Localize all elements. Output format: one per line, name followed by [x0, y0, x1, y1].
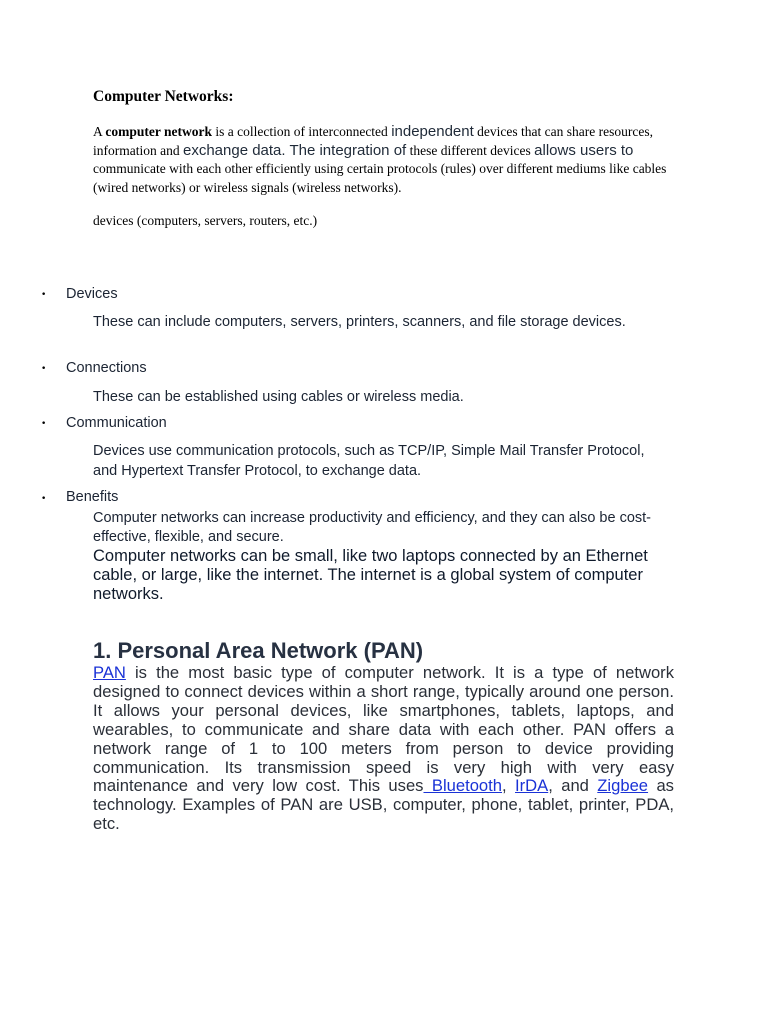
- intro-text-5: communicate with each other efficiently using certain protocols (rules) over different mediums like cables (wired networks) or wireless signals (wireless networks).: [93, 161, 667, 196]
- bullet-marker: •: [41, 494, 47, 504]
- intro-large-text-2: exchange data. The integration of: [182, 141, 407, 159]
- bluetooth-link[interactable]: Bluetooth: [423, 776, 502, 796]
- pan-text-1: is the most basic type of computer network. It is a type of network designed to connect devices within a short range, typically around one person. It allows your personal devices, like smartphones, tablets, laptops, and wearables, to communicate and share data with each other. PAN offers a network range of 1 to 100 meters from person to device providing communication. Its transmission speed is very high with very easy maintenance and very low cost. This uses: [93, 663, 674, 796]
- bullet-marker: •: [41, 290, 47, 300]
- devices-note: devices (computers, servers, routers, etc.): [93, 213, 318, 228]
- list-item-label-benefits: Benefits: [66, 489, 119, 505]
- irda-link[interactable]: IrDA: [515, 776, 549, 796]
- bullet-marker: •: [41, 419, 47, 429]
- intro-text-1: A: [93, 124, 106, 139]
- list-item-label-communication: Communication: [66, 415, 167, 431]
- list-item-label-connections: Connections: [66, 360, 147, 376]
- list-item-desc-devices: These can include computers, servers, printers, scanners, and file storage devices.: [93, 314, 626, 330]
- intro-text-4: these different devices: [406, 142, 535, 158]
- intro-text-3: devices that can share resources, information and: [93, 124, 653, 158]
- list-item-desc-connections: These can be established using cables or wireless media.: [93, 389, 464, 405]
- pan-description-paragraph: [93, 664, 674, 834]
- intro-text-2: is a collection of interconnected: [212, 124, 392, 139]
- list-item-desc-benefits: Computer networks can increase productivity and efficiency, and they can also be cost-effective, flexible, and secure.: [93, 510, 652, 545]
- document-title: Computer Networks:: [93, 88, 234, 105]
- pan-link[interactable]: PAN: [93, 663, 126, 682]
- pan-text-3: , and: [548, 776, 598, 796]
- list-item-label-devices: Devices: [66, 286, 118, 302]
- intro-bold-term: computer network: [105, 124, 212, 139]
- network-size-summary: Computer networks can be small, like two laptops connected by an Ethernet cable, or large, like the internet. The internet is a global system of computer networks.: [93, 547, 648, 603]
- pan-text-2: ,: [502, 776, 516, 796]
- bullet-marker: •: [41, 364, 47, 374]
- pan-section-heading: 1. Personal Area Network (PAN): [93, 638, 424, 663]
- pan-text-4: as technology. Examples of PAN are USB, computer, phone, tablet, printer, PDA, etc.: [93, 776, 674, 834]
- list-item-desc-communication: Devices use communication protocols, such as TCP/IP, Simple Mail Transfer Protocol, and Hypertext Transfer Protocol, to exchange data.: [93, 443, 645, 479]
- intro-large-text-3: allows users to: [534, 141, 634, 159]
- intro-large-text-1: independent: [391, 123, 474, 140]
- zigbee-link[interactable]: Zigbee: [597, 776, 649, 796]
- intro-paragraph: [93, 123, 683, 198]
